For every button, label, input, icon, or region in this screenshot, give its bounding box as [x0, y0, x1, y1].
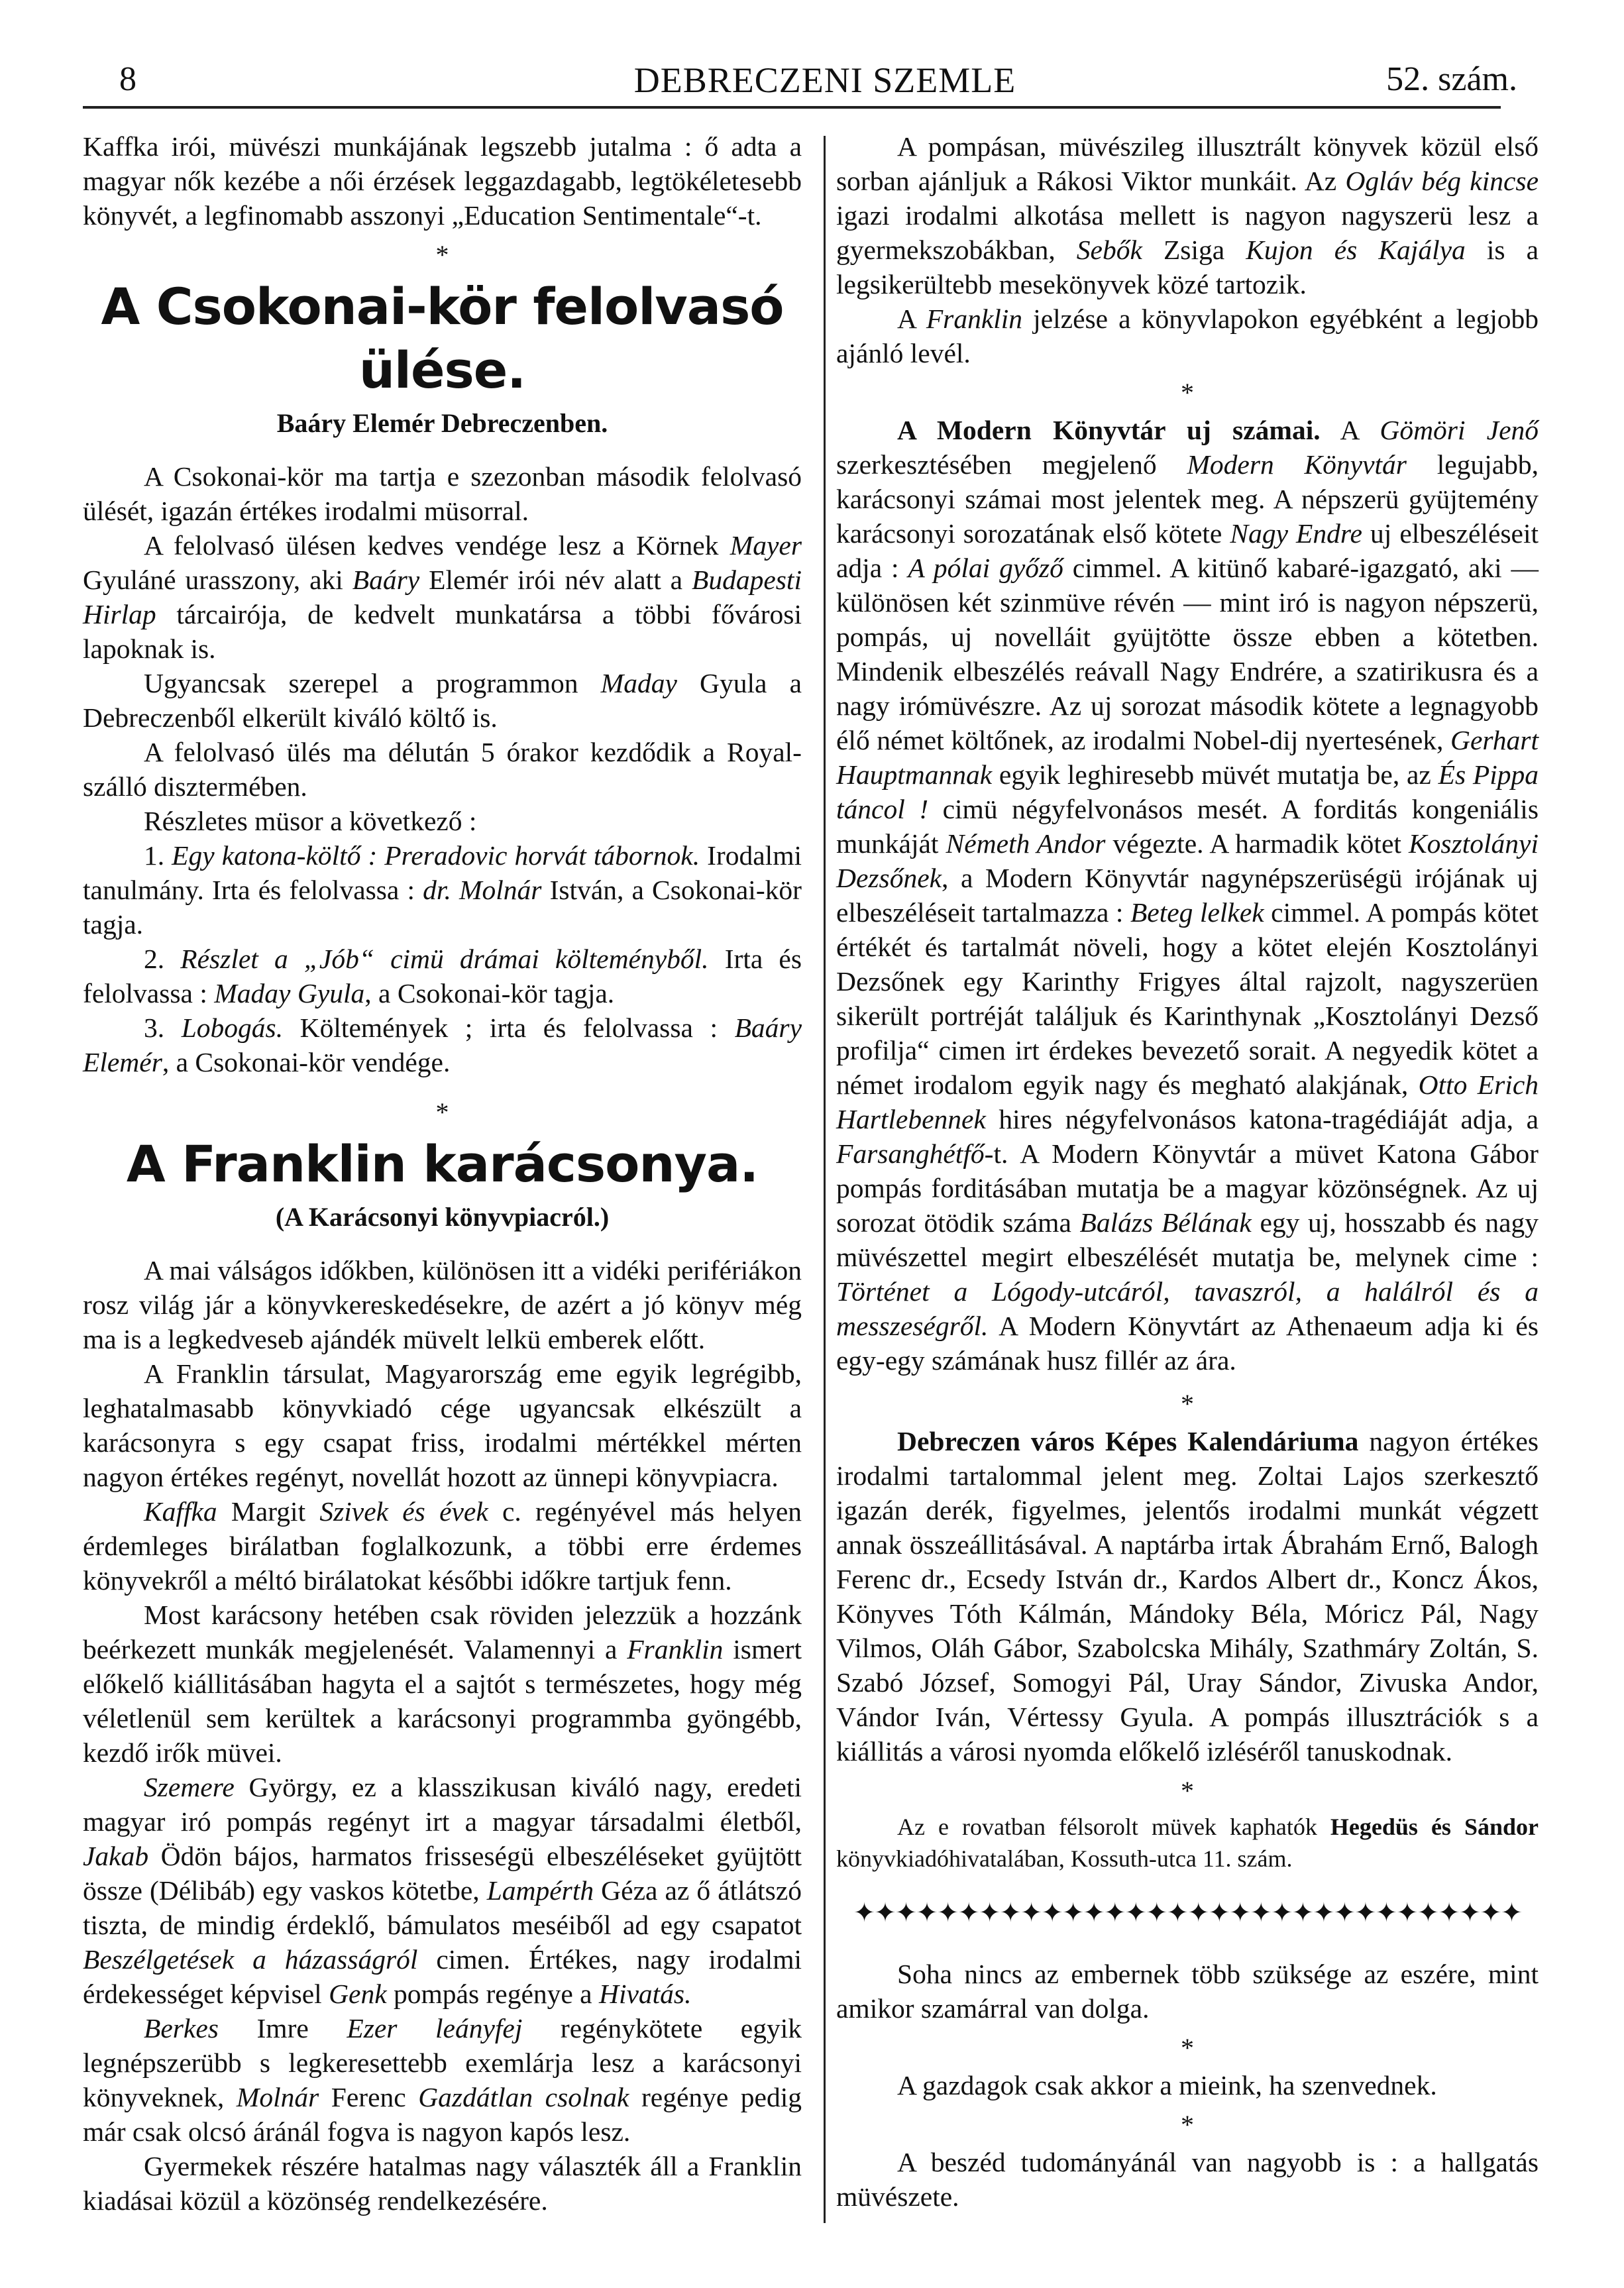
paragraph: A Franklin jelzése a könyvlapokon egyébként a legjobb ajánló levél. [836, 303, 1539, 368]
page-number: 8 [119, 60, 136, 98]
aphorism: A gazdagok csak akkor a mieink, ha szenvednek. [897, 2070, 1437, 2100]
article-subtitle: Baáry Elemér Debreczenben. [276, 408, 608, 438]
intro-paragraph: Kaffka irói, müvészi munkájának legszebb jutalma : ő adta a magyar nők kezébe a női érzések leggazdagabb, legtökéletesebb könyvét, a legfinomabb asszonyi „Education Sentimentale“-t. [83, 131, 802, 231]
paragraph: Szemere György, ez a klasszikusan kiváló nagy, eredeti magyar iró pompás regényt irt a magyar társadalmi életből, Jakab Ödön bájos, harmatos frisseségü elbeszéléseket gyüjtött össze (Délibáb) egy vaskos kötetbe, Lampérth Géza az ő átlátszó tiszta, de mindig érdeklő, bámulatos meséiből ad egy csapatot Beszélgetések a házasságról cimen. Értékes, nagy irodalmi érdekességet képvisel Genk pompás regénye a Hivatás. [83, 1772, 802, 2009]
modern-konyvtar-paragraph: A Modern Könyvtár uj számai. A Gömöri Jenő szerkesztésében megjelenő Modern Könyvtár legujabb, karácsonyi számai most jelentek meg. A népszerü gyüjtemény karácsonyi sorozatának első kötete Nagy Endre uj elbeszéléseit adja : A pólai győző cimmel. A kitünő kabaré-igazgató, aki — különösen két szinmüve révén — mint iró is nagyon népszerü, pompás, uj novelláit gyüjtötte össze ebben a kötetben. Mindenik elbeszélés reávall Nagy Endrére, a szatirikusra és a nagy irómüvészre. Az uj sorozat második kötete a legnagyobb élő német költőnek, az irodalmi Nobel-dij nyertesének, Gerhart Hauptmannak egyik leghiresebb müvét mutatja be, az És Pippa táncol ! cimü négyfelvonásos mesét. A forditás kongeniális munkáját Németh Andor végezte. A harmadik kötet Kosztolányi Dezsőnek, a Modern Könyvtár nagynépszerüségü irójának uj elbeszéléseit tartalmazza : Beteg lelkek cimmel. A pompás kötet értékét és tartalmát növeli, hogy a kötet elején Kosztolányi Dezsőnek egy Karinthy Frigyes által rajzolt, nagyszerüen sikerült portréját találjuk és Karinthynak „Kosztolányi Dezső profilja“ cimen irt érdekes bevezető sorait. A negyedik kötet a német irodalom egyik nagy és megható alakjának, Otto Erich Hartlebennek hires négyfelvonásos katona-tragédiáját adja, a Farsanghétfő-t. A Modern Könyvtár a müvet Katona Gábor pompás forditásában mutatja be a magyar közönségnek. Az uj sorozat ötödik száma Balázs Bélának egy uj, hosszabb és nagy müvészettel megirt elbeszélését mutatja be, melynek cime : Történet a Lógody-utcáról, tavaszról, a halálról és a messzeségről. A Modern Könyvtárt az Athenaeum adja ki és egy-egy számának husz fillér az ára. [836, 415, 1539, 1376]
section-separator: * [435, 240, 449, 270]
section-separator: * [435, 1097, 449, 1127]
paragraph: A pompásan, müvészileg illusztrált könyvek közül első sorban ajánljuk a Rákosi Viktor munkáit. Az Ogláv bég kincse igazi irodalmi alkotása mellett is nagyon nagyszerü lesz a gyermekszobákban, Sebők Zsiga Kujon és Kajálya is a legsikerültebb mesekönyvek közé tartozik. [836, 131, 1539, 300]
article-franklin [83, 1132, 802, 2218]
section-separator: * [1181, 1389, 1194, 1419]
program-item-2: 2. Részlet a „Jób“ cimü drámai költeményből. Irta és felolvassa : Maday Gyula, a Csokonai-kör tagja. [83, 944, 802, 1008]
article-subtitle: (A Karácsonyi könyvpiacról.) [275, 1202, 610, 1232]
ornamental-divider-icon: ✦✦✦✦✦✦✦✦✦✦✦✦✦✦✦✦✦✦✦✦✦✦✦✦✦✦✦✦✦✦✦✦ [853, 1898, 1522, 1928]
column-divider [824, 136, 826, 2223]
aphorism: A beszéd tudományánál van nagyobb is : a hallgatás müvészete. [836, 2147, 1539, 2212]
paragraph: Most karácsony hetében csak röviden jelezzük a hozzánk beérkezett munkák megjelenését. Valamennyi a Franklin ismert előkelő kiállitásában hagyta el a sajtót s természetes, hogy még véletlenül sem kerültek a karácsonyi programmba gyöngébb, kezdő irők müvei. [83, 1600, 802, 1768]
article-title: A Franklin karácsonya. [126, 1134, 759, 1193]
program-item-3: 3. Lobogás. Költemények ; irta és felolvassa : Baáry Elemér, a Csokonai-kör vendége. [83, 1012, 802, 1077]
left-column [83, 129, 802, 2218]
paragraph: A felolvasó ülés ma délután 5 órakor kezdődik a Royal-szálló disztermében. [83, 737, 802, 802]
section-separator: * [1181, 2033, 1194, 2063]
issue-number: 52. szám. [1386, 60, 1517, 98]
section-separator: * [1181, 2110, 1194, 2140]
program-item-1: 1. Egy katona-költő : Preradovic horvát tábornok. Irodalmi tanulmány. Irta és felolvassa : dr. Molnár István, a Csokonai-kör tagja. [83, 840, 802, 940]
paragraph: A Csokonai-kör ma tartja e szezonban második felolvasó ülését, igazán értékes irodalmi müsorral. [83, 461, 802, 526]
paragraph: A felolvasó ülésen kedves vendége lesz a Körnek Mayer Gyuláné urasszony, aki Baáry Elemér irói név alatt a Budapesti Hirlap tárcairója, de kedvelt munkatársa a többi fővárosi lapoknak is. [83, 530, 802, 664]
paragraph: A mai válságos időkben, különösen itt a vidéki perifériákon rosz világ jár a könyvkereskedésekre, de azért a jó könyv még ma is a legkedveseb ajándék müvelt lelkü emberek előtt. [83, 1255, 802, 1354]
availability-notice: Az e rovatban félsorolt müvek kaphatók Hegedüs és Sándor könyvkiadóhivatalában, Kossuth-utca 11. szám. [836, 1814, 1539, 1872]
paragraph: Gyermekek részére hatalmas nagy választék áll a Franklin kiadásai közül a közönség rendelkezésére. [83, 2151, 802, 2216]
page-header [80, 53, 1570, 106]
paragraph: Kaffka Margit Szivek és évek c. regényével más helyen érdemleges birálatban foglalkozunk, a többi erre érdemes könyvekről a méltó birálatokat későbbi időkre tartjuk fenn. [83, 1496, 802, 1596]
paragraph: Ugyancsak szerepel a programmon Maday Gyula a Debreczenből elkerült kiváló költő is. [83, 668, 802, 733]
section-separator: * [1181, 378, 1194, 408]
paragraph: Részletes müsor a következő : [144, 806, 477, 836]
paragraph: A Franklin társulat, Magyarország eme egyik legrégibb, leghatalmasabb könyvkiadó cége ugyancsak elkészült a karácsonyra s egy csapat friss, irodalmi mértékkel mérten nagyon értékes regényt, novellát hozott az ünnepi könyvpiacra. [83, 1358, 802, 1492]
right-column [836, 129, 1539, 2214]
journal-title: DEBRECZENI SZEMLE [633, 60, 1016, 100]
section-separator: * [1181, 1776, 1194, 1806]
article-csokonai [83, 275, 802, 1079]
aphorism: Soha nincs az embernek több szüksége az eszére, mint amikor szamárral van dolga. [836, 1959, 1539, 2024]
kalendarium-paragraph: Debreczen város Képes Kalendáriuma nagyon értékes irodalmi tartalommal jelent meg. Zoltai Lajos szerkesztő igazán derék, figyelmes, jelentős irodalmi munkát végzett annak összeállitásával. A naptárba irtak Ábrahám Ernő, Balogh Ferenc dr., Ecsedy István dr., Kardos Albert dr., Koncz Ákos, Könyves Tóth Kálmán, Mándoky Béla, Móricz Pál, Nagy Vilmos, Oláh Gábor, Szabolcska Mihály, Szathmáry Zoltán, S. Szabó József, Somogyi Pál, Uray Sándor, Zivuska Andor, Vándor Iván, Vértessy Gyula. A pompás illusztrációk s a kiállitás a városi nyomda előkelő izléséről tanuskodnak. [836, 1426, 1539, 1767]
article-title: A Csokonai-kör felolvasó ülése. [101, 277, 784, 400]
paragraph: Berkes Imre Ezer leányfej regénykötete egyik legnépszerübb s legkeresettebb exemlárja lesz a karácsonyi könyveknek, Molnár Ferenc Gazdátlan csolnak regénye pedig már csak olcsó áránál fogva is nagyon kapós lesz. [83, 2013, 802, 2147]
header-rule [83, 106, 1501, 109]
